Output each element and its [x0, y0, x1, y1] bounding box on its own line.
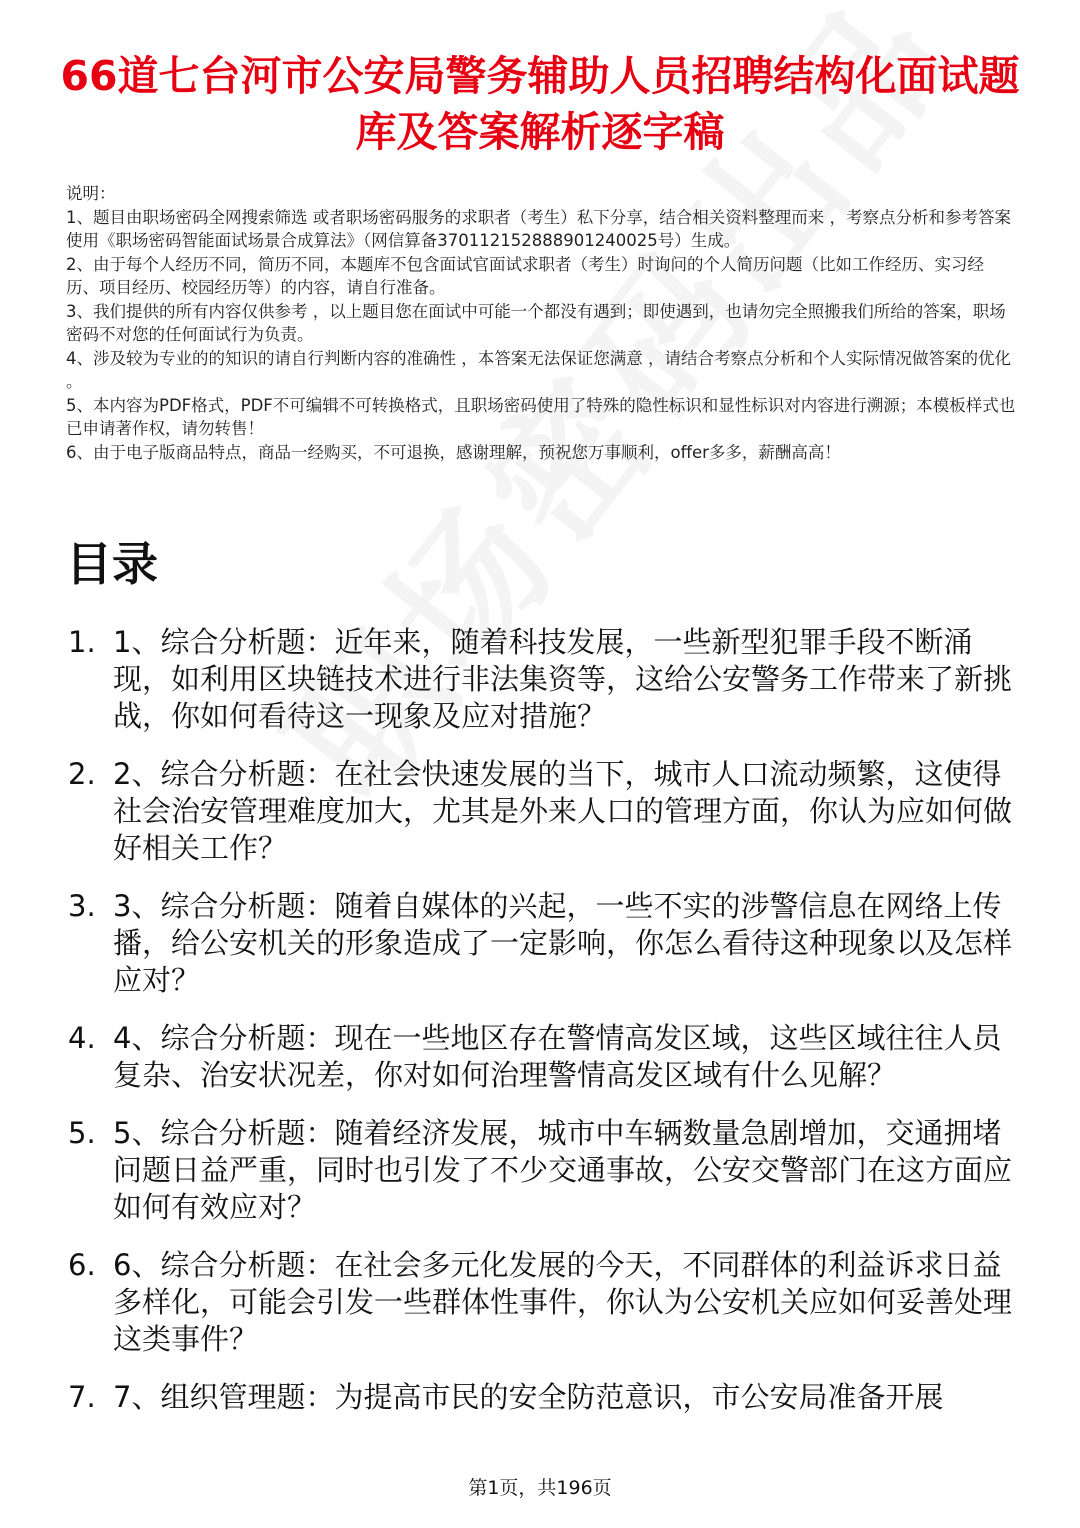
toc-item-text: 1、综合分析题：近年来，随着科技发展，一些新型犯罪手段不断涌现，如利用区块链技术进行非法集资等，这给公安警务工作带来了新挑战，你如何看待这一现象及应对措施？ — [113, 625, 1013, 733]
toc-item-text: 4、综合分析题：现在一些地区存在警情高发区域，这些区域往往人员复杂、治安状况差，你对如何治理警情高发区域有什么见解？ — [113, 1021, 1002, 1092]
toc-item-text: 6、综合分析题：在社会多元化发展的今天，不同群体的利益诉求日益多样化，可能会引发一些群体性事件，你认为公安机关应如何妥善处理这类事件？ — [113, 1248, 1013, 1356]
toc-item-number: 2. — [68, 757, 96, 791]
page-footer: 第1页，共196页 — [468, 1477, 612, 1499]
toc-heading: 目录 — [66, 537, 158, 591]
toc-item-number: 6. — [68, 1248, 96, 1282]
toc-item-number: 3. — [68, 889, 96, 923]
toc-item[interactable] — [68, 1020, 1018, 1094]
note-item: 6、由于电子版商品特点，商品一经购买，不可退换，感谢理解，预祝您万事顺利，offer多多，薪酬高高！ — [66, 442, 841, 462]
table-of-contents — [68, 624, 1018, 1437]
toc-item[interactable] — [68, 1247, 1018, 1358]
note-item: 4、涉及较为专业的的知识的请自行判断内容的准确性 ，本答案无法保证您满意 ，请结合考察点分析和个人实际情况做答案的优化 。 — [66, 348, 1011, 391]
toc-item-number: 5. — [68, 1116, 96, 1150]
note-item: 5、本内容为PDF格式，PDF不可编辑不可转换格式，且职场密码使用了特殊的隐性标识和显性标识对内容进行溯源；本模板样式也已申请著作权，请勿转售！ — [66, 395, 1016, 438]
toc-item-text: 3、综合分析题：随着自媒体的兴起，一些不实的涉警信息在网络上传播，给公安机关的形象造成了一定影响，你怎么看待这种现象以及怎样应对？ — [113, 889, 1013, 997]
note-item: 2、由于每个人经历不同，简历不同，本题库不包含面试官面试求职者（考生）时询问的个人简历问题（比如工作经历、实习经历、项目经历、校园经历等）的内容，请自行准备。 — [66, 254, 984, 297]
note-item: 3、我们提供的所有内容仅供参考 ，以上题目您在面试中可能一个都没有遇到；即使遇到，也请勿完全照搬我们所给的答案，职场密码不对您的任何面试行为负责。 — [66, 301, 1006, 344]
toc-item[interactable] — [68, 888, 1018, 999]
notes-section — [66, 182, 1016, 464]
toc-item-text: 5、综合分析题：随着经济发展，城市中车辆数量急剧增加，交通拥堵问题日益严重，同时也引发了不少交通事故，公安交警部门在这方面应如何有效应对？ — [113, 1116, 1013, 1224]
note-item: 1、题目由职场密码全网搜索筛选 或者职场密码服务的求职者（考生）私下分享，结合相关资料整理而来 ，考察点分析和参考答案使用《职场密码智能面试场景合成算法》（网信算备370112152888901240025号）生成。 — [66, 207, 1011, 250]
document-title: 66道七台河市公安局警务辅助人员招聘结构化面试题库及答案解析逐字稿 — [60, 52, 1020, 156]
toc-item-text: 2、综合分析题：在社会快速发展的当下，城市人口流动频繁，这使得社会治安管理难度加大，尤其是外来人口的管理方面，你认为应如何做好相关工作？ — [113, 757, 1013, 865]
toc-item-text: 7、组织管理题：为提高市民的安全防范意识，市公安局准备开展 — [113, 1380, 944, 1414]
toc-item[interactable] — [68, 1115, 1018, 1226]
toc-item-number: 4. — [68, 1021, 96, 1055]
toc-item-number: 7. — [68, 1380, 96, 1414]
toc-item[interactable] — [68, 1379, 1018, 1416]
toc-item[interactable] — [68, 756, 1018, 867]
notes-heading: 说明： — [66, 184, 116, 203]
toc-item[interactable] — [68, 624, 1018, 735]
toc-item-number: 1. — [68, 625, 96, 659]
